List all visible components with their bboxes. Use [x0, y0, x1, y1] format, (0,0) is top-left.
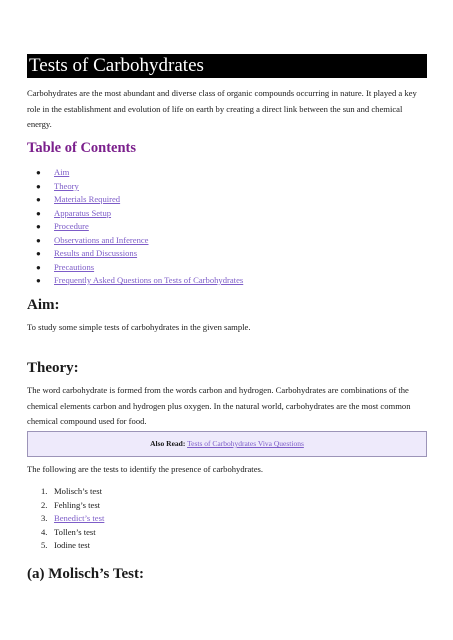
test-label: Iodine test: [54, 540, 91, 550]
intro-paragraph: Carbohydrates are the most abundant and diverse class of organic compounds occurring in nature. It played a key role in the establishment and evolution of life on earth by creating a direct link between the sun and chemical energy.: [27, 88, 417, 129]
toc-item-procedure: [27, 220, 243, 234]
bullet-icon: ●: [36, 195, 41, 204]
toc-link-precautions[interactable]: Precautions: [54, 261, 95, 272]
list-number: 4.: [41, 526, 48, 537]
theory-text: The word carbohydrate is formed from the words carbon and hydrogen. Carbohydrates are combinations of the chemical elements carbon and hydrogen plus oxygen. In the natural world, carbohydrates are the most common chemical compound used for food.: [27, 385, 411, 426]
bullet-icon: ●: [36, 276, 41, 285]
also-read-label: Also Read:: [150, 439, 186, 448]
toc-link-observations[interactable]: Observations and Inference: [54, 234, 149, 245]
table-of-contents: [27, 166, 243, 288]
toc-link-faq[interactable]: Frequently Asked Questions on Tests of Carbohydrates: [54, 275, 244, 285]
bullet-icon: ●: [36, 222, 41, 231]
list-item: [27, 539, 104, 553]
toc-link-theory[interactable]: Theory: [54, 180, 79, 191]
toc-item-theory: [27, 180, 243, 194]
aim-heading: Aim:: [27, 297, 60, 313]
toc-link-materials[interactable]: Materials Required: [54, 194, 121, 204]
benedicts-test-link[interactable]: Benedict’s test: [54, 513, 105, 523]
bullet-icon: ●: [36, 181, 41, 191]
also-read-box: [27, 431, 427, 457]
toc-item-results: [27, 247, 243, 261]
list-number: 2.: [41, 499, 48, 510]
tests-intro: The following are the tests to identify the presence of carbohydrates.: [27, 464, 264, 474]
list-item: [27, 485, 104, 499]
list-item: [27, 526, 104, 540]
toc-link-apparatus[interactable]: Apparatus Setup: [54, 207, 112, 218]
bullet-icon: ●: [36, 235, 41, 245]
toc-item-precautions: [27, 261, 243, 275]
aim-text: To study some simple tests of carbohydrates in the given sample.: [27, 322, 251, 332]
molisch-heading: (a) Molisch’s Test:: [27, 566, 144, 582]
list-item: [27, 512, 104, 526]
bullet-icon: ●: [36, 208, 41, 218]
tests-list: [27, 485, 104, 553]
bullet-icon: ●: [36, 168, 41, 177]
toc-item-apparatus: [27, 207, 243, 221]
bullet-icon: ●: [36, 249, 41, 258]
toc-heading: Table of Contents: [27, 140, 137, 156]
list-number: 5.: [41, 540, 48, 550]
toc-item-faq: [27, 274, 243, 288]
bullet-icon: ●: [36, 262, 41, 272]
toc-link-procedure[interactable]: Procedure: [54, 221, 89, 231]
toc-item-observations: [27, 234, 243, 248]
test-label: Fehling’s test: [54, 499, 101, 510]
list-number: 3.: [41, 513, 48, 523]
toc-item-materials: [27, 193, 243, 207]
also-read-link[interactable]: Tests of Carbohydrates Viva Questions: [187, 439, 304, 448]
list-number: 1.: [41, 486, 48, 496]
toc-link-aim[interactable]: Aim: [54, 167, 70, 177]
theory-heading: Theory:: [27, 360, 79, 376]
test-label: Molisch’s test: [54, 486, 102, 496]
page-title: Tests of Carbohydrates: [27, 54, 427, 78]
test-label: Tollen’s test: [54, 526, 96, 537]
toc-link-results[interactable]: Results and Discussions: [54, 248, 138, 258]
toc-item-aim: [27, 166, 243, 180]
list-item: [27, 499, 104, 513]
